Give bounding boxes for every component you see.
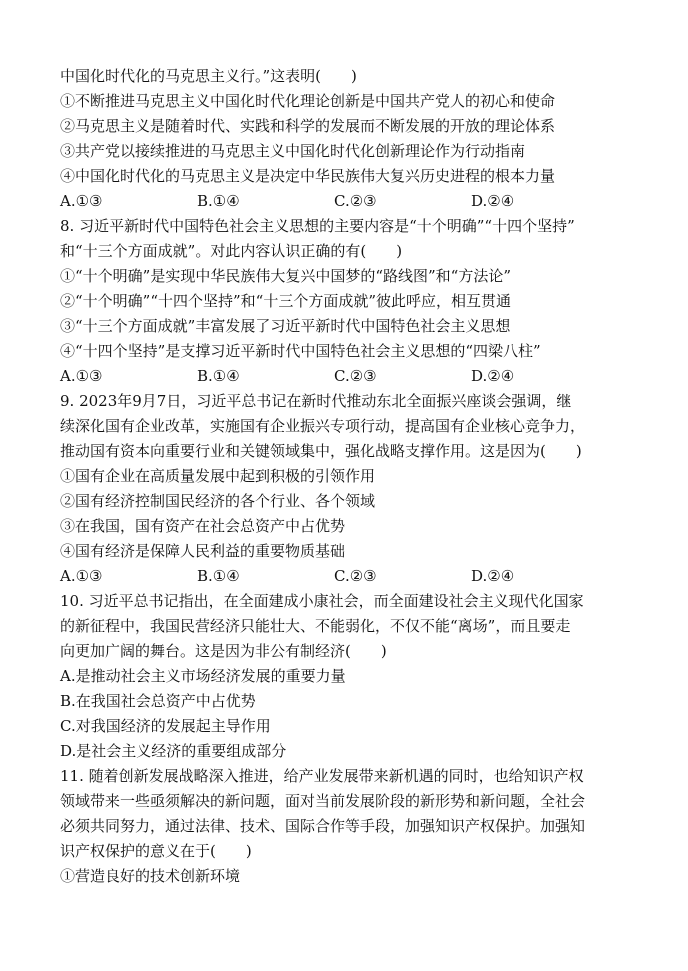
q8-option-c: C.②③ <box>334 367 377 385</box>
q8-statement-2: ②“十个明确”“十四个坚持”和“十三个方面成就”彼此呼应，相互贯通 <box>60 292 512 310</box>
q9-options <box>60 564 650 589</box>
q10-choice-c: C.对我国经济的发展起主导作用 <box>60 717 271 735</box>
q7-statement-4: ④中国化时代化的马克思主义是决定中华民族伟大复兴历史进程的根本力量 <box>60 167 556 185</box>
q9-statement-4: ④国有经济是保障人民利益的重要物质基础 <box>60 542 346 560</box>
q8-stem-line-2: 和“十三个方面成就”。对此内容认识正确的有( ) <box>60 242 403 260</box>
q8-option-b: B.①④ <box>197 367 240 385</box>
q7-statement-2: ②马克思主义是随着时代、实践和科学的发展而不断发展的开放的理论体系 <box>60 117 556 135</box>
exam-page <box>60 64 650 889</box>
q8-stem-line-1: 8. 习近平新时代中国特色社会主义思想的主要内容是“十个明确”“十四个坚持” <box>60 217 575 235</box>
q8-option-a: A.①③ <box>60 367 103 385</box>
q11-stem-line-3: 必须共同努力，通过法律、技术、国际合作等手段，加强知识产权保护。加强知 <box>60 817 586 835</box>
q7-option-a: A.①③ <box>60 192 103 210</box>
q9-statement-3: ③在我国，国有资产在社会总资产中占优势 <box>60 517 346 535</box>
q7-option-b: B.①④ <box>197 192 240 210</box>
q11-statement-1: ①营造良好的技术创新环境 <box>60 867 241 885</box>
q8-statement-4: ④“十四个坚持”是支撑习近平新时代中国特色社会主义思想的“四梁八柱” <box>60 342 541 360</box>
q7-stem-tail: 中国化时代化的马克思主义行。”这表明( ) <box>60 67 357 85</box>
q7-statement-1: ①不断推进马克思主义中国化时代化理论创新是中国共产党人的初心和使命 <box>60 92 556 110</box>
q10-stem-line-1: 10. 习近平总书记指出，在全面建成小康社会，而全面建设社会主义现代化国家 <box>60 592 584 610</box>
q7-options <box>60 189 650 214</box>
q9-stem-line-2: 续深化国有企业改革，实施国有企业振兴专项行动，提高国有企业核心竞争力， <box>60 417 586 435</box>
q10-choice-d: D.是社会主义经济的重要组成部分 <box>60 742 287 760</box>
q9-stem-line-3: 推动国有资本向重要行业和关键领域集中，强化战略支撑作用。这是因为( ) <box>60 442 582 460</box>
q9-statement-1: ①国有企业在高质量发展中起到积极的引领作用 <box>60 467 376 485</box>
q9-option-b: B.①④ <box>197 567 240 585</box>
q9-option-d: D.②④ <box>471 567 515 585</box>
q7-option-d: D.②④ <box>471 192 515 210</box>
q11-stem-line-1: 11. 随着创新发展战略深入推进，给产业发展带来新机遇的同时，也给知识产权 <box>60 767 584 785</box>
q9-option-c: C.②③ <box>334 567 377 585</box>
q11-stem-line-2: 领域带来一些亟须解决的新问题，面对当前发展阶段的新形势和新问题，全社会 <box>60 792 586 810</box>
q8-option-d: D.②④ <box>471 367 515 385</box>
q8-statement-3: ③“十三个方面成就”丰富发展了习近平新时代中国特色社会主义思想 <box>60 317 511 335</box>
q8-options <box>60 364 650 389</box>
q9-statement-2: ②国有经济控制国民经济的各个行业、各个领域 <box>60 492 376 510</box>
q9-stem-line-1: 9. 2023年9月7日，习近平总书记在新时代推动东北全面振兴座谈会强调，继 <box>60 392 572 410</box>
q10-choice-b: B.在我国社会总资产中占优势 <box>60 692 256 710</box>
q8-statement-1: ①“十个明确”是实现中华民族伟大复兴中国梦的“路线图”和“方法论” <box>60 267 512 285</box>
q10-choice-a: A.是推动社会主义市场经济发展的重要力量 <box>60 667 346 685</box>
q10-stem-line-3: 向更加广阔的舞台。这是因为非公有制经济( ) <box>60 642 387 660</box>
q7-statement-3: ③共产党以接续推进的马克思主义中国化时代化创新理论作为行动指南 <box>60 142 526 160</box>
q7-option-c: C.②③ <box>334 192 377 210</box>
q9-option-a: A.①③ <box>60 567 103 585</box>
q11-stem-line-4: 识产权保护的意义在于( ) <box>60 842 252 860</box>
q10-stem-line-2: 的新征程中，我国民营经济只能壮大、不能弱化，不仅不能“离场”，而且要走 <box>60 617 571 635</box>
